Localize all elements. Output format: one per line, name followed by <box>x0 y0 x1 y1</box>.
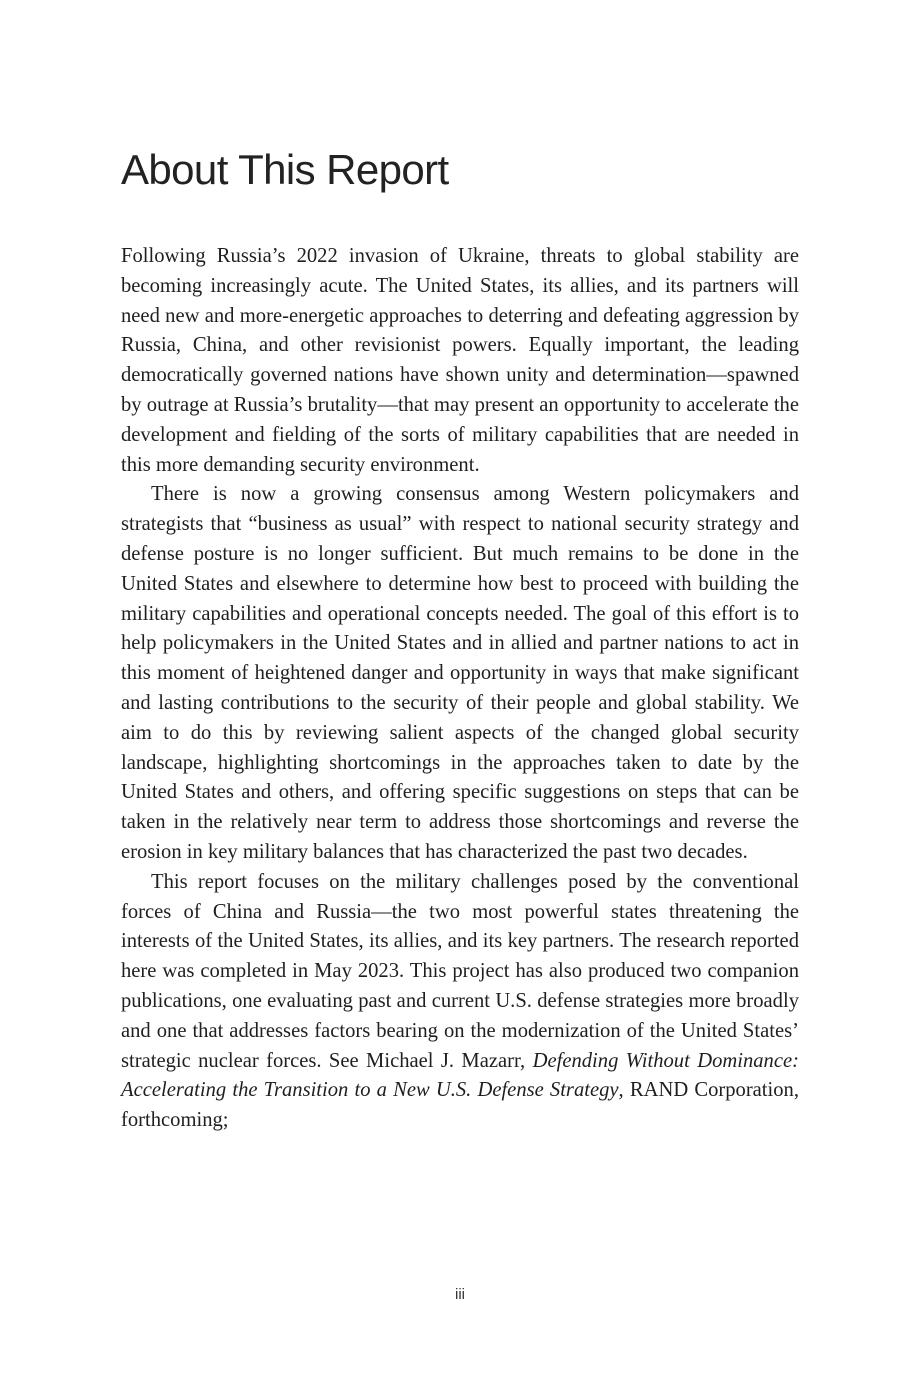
paragraph-2: There is now a growing consensus among Western policymakers and strategists that “business as usual” with respect to national security strategy and defense posture is no longer sufficient. But much remains to be done in the United States and elsewhere to determine how best to proceed with building the military capabilities and operational concepts needed. The goal of this effort is to help policymakers in the United States and in allied and partner nations to act in this moment of heightened danger and opportunity in ways that make significant and lasting contributions to the security of their people and global stability. We aim to do this by reviewing salient aspects of the changed global security landscape, highlighting shortcomings in the approaches taken to date by the United States and others, and offering specific suggestions on steps that can be taken in the relatively near term to address those shortcomings and reverse the erosion in key military balances that has characterized the past two decades. <box>121 483 799 863</box>
page-title: About This Report <box>121 146 449 193</box>
paragraph-3-text: This report focuses on the military challenges posed by the conventional forces of China and Russia—the two most powerful states threatening the interests of the United States, its allies, and its key partners. The research reported here was completed in May 2023. This project has also produced two companion publications, one evaluating past and current U.S. defense strategies more broadly and one that addresses factors bearing on the modernization of the United States’ strategic nuclear forces. See Michael J. Mazarr, <box>121 870 799 1072</box>
paragraph-3-citation-tail: , RAND Corporation, forthcoming; <box>121 1079 799 1132</box>
page-number: iii <box>455 1286 465 1303</box>
paragraph-1: Following Russia’s 2022 invasion of Ukraine, threats to global stability are becoming increasingly acute. The United States, its allies, and its partners will need new and more-energetic approaches to deterring and defeating aggression by Russia, China, and other revisionist powers. Equally important, the leading democratically governed nations have shown unity and determination—spawned by outrage at Russia’s brutality—that may present an opportunity to accelerate the development and fielding of the sorts of military capabilities that are needed in this more demanding security environment. <box>121 245 799 476</box>
paragraph-3 <box>121 868 799 1136</box>
cited-book-title: Defending Without Dominance: Accelerating the Transition to a New U.S. Defense Strategy <box>121 1049 799 1102</box>
report-body <box>121 242 799 1136</box>
